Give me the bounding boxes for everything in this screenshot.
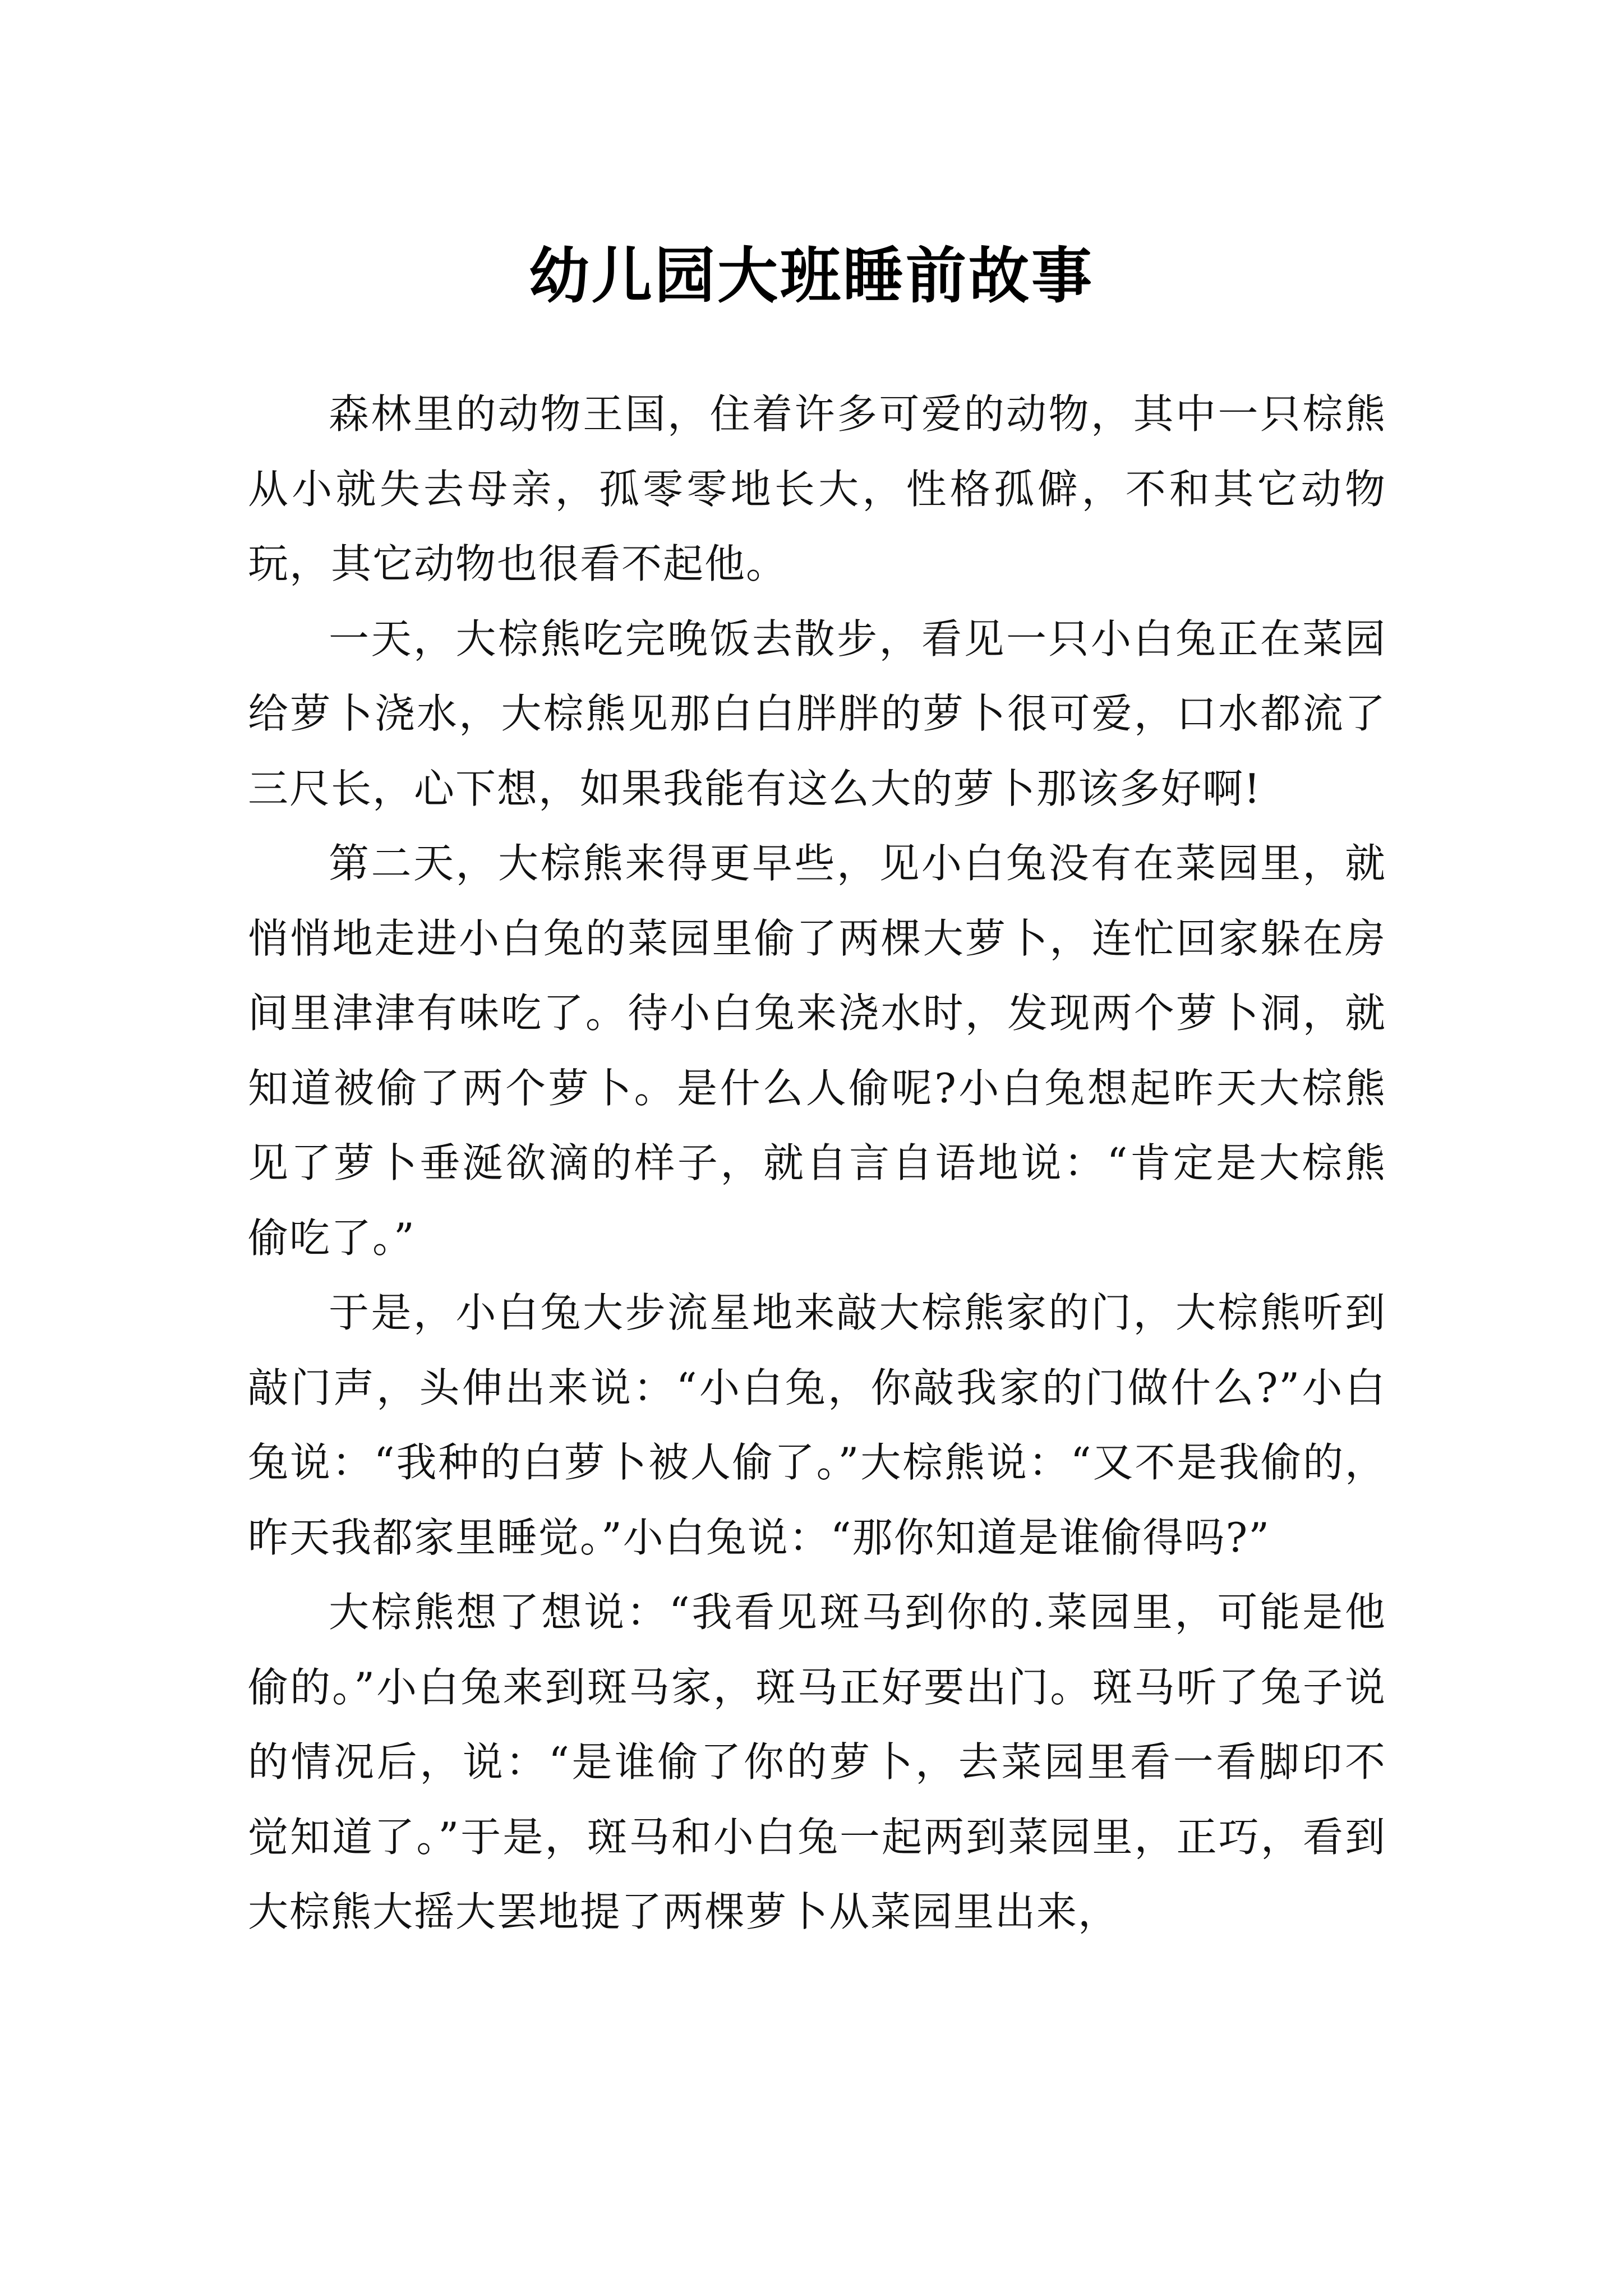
document-body [248, 377, 1386, 1950]
document-title: 幼儿园大班睡前故事 [528, 241, 1094, 312]
paragraph: 一天，大棕熊吃完晚饭去散步，看见一只小白兔正在菜园给萝卜浇水，大棕熊见那白白胖胖的萝卜很可爱，口水都流了三尺长，心下想，如果我能有这么大的萝卜那该多好啊! [248, 615, 1386, 812]
paragraph: 大棕熊想了想说：“我看见斑马到你的.菜园里，可能是他偷的。”小白兔来到斑马家，斑马正好要出门。斑马听了兔子说的情况后，说：“是谁偷了你的萝卜，去菜园里看一看脚印不觉知道了。”于是，斑马和小白兔一起两到菜园里，正巧，看到大棕熊大摇大罢地提了两棵萝卜从菜园里出来， [248, 1589, 1386, 1935]
paragraph: 第二天，大棕熊来得更早些，见小白兔没有在菜园里，就悄悄地走进小白兔的菜园里偷了两棵大萝卜，连忙回家躲在房间里津津有味吃了。待小白兔来浇水时，发现两个萝卜洞，就知道被偷了两个萝卜。是什么人偷呢?小白兔想起昨天大棕熊见了萝卜垂涎欲滴的样子，就自言自语地说：“肯定是大棕熊偷吃了。” [248, 840, 1386, 1262]
paragraph: 于是，小白兔大步流星地来敲大棕熊家的门，大棕熊听到敲门声，头伸出来说：“小白兔，你敲我家的门做什么?”小白兔说：“我种的白萝卜被人偷了。”大棕熊说：“又不是我偷的，昨天我都家里睡觉。”小白兔说：“那你知道是谁偷得吗?” [248, 1289, 1386, 1561]
paragraph: 森林里的动物王国，住着许多可爱的动物，其中一只棕熊从小就失去母亲，孤零零地长大，性格孤僻，不和其它动物玩，其它动物也很看不起他。 [248, 390, 1386, 587]
